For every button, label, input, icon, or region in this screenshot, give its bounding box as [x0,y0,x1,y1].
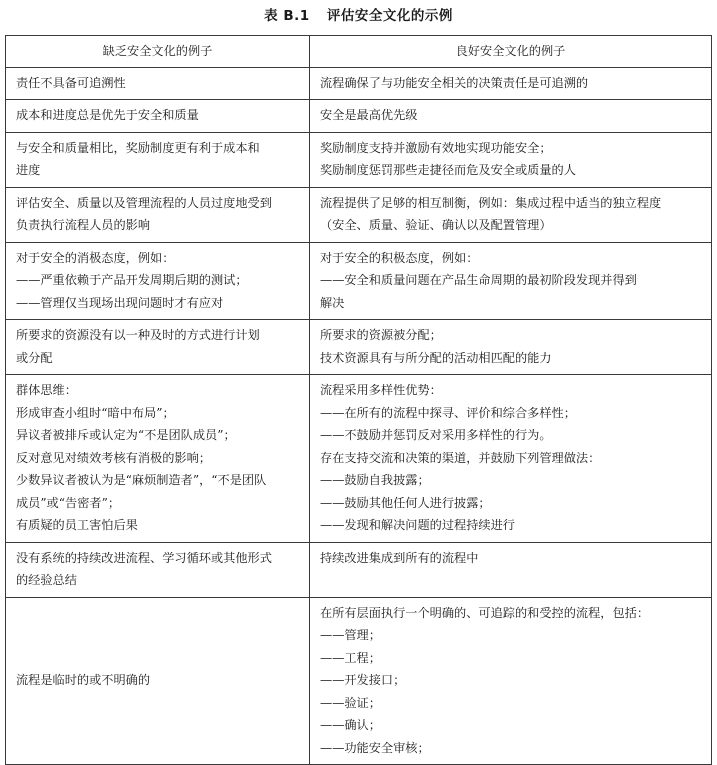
cell-text-line: ——鼓励其他任何人进行披露； [320,495,491,510]
cell-good-example [310,67,712,100]
cell-text-line: 解决 [320,295,345,310]
cell-text-line: 流程确保了与功能安全相关的决策责任是可追溯的 [320,75,589,90]
cell-text-line: ——工程； [320,650,381,665]
cell-lacking-example [6,242,310,320]
table-row [6,100,712,133]
cell-text-line: 存在支持交流和决策的渠道，并鼓励下列管理做法： [320,450,601,465]
cell-text-line: ——鼓励自我披露； [320,473,430,487]
cell-text-line: ——确认； [320,718,381,732]
cell-text-line: 流程提供了足够的相互制衡，例如：集成过程中适当的独立程度 [320,195,662,210]
cell-text-line: 持续改进集成到所有的流程中 [320,550,479,565]
cell-text-line: 或分配 [16,350,53,365]
cell-good-example [310,542,712,597]
cell-text-line: 负责执行流程人员的影响 [16,218,151,232]
table-row [6,187,712,242]
cell-text-line: 评估安全、质量以及管理流程的人员过度地受到 [16,195,272,210]
cell-text-line: 与安全和质量相比，奖励制度更有利于成本和 [16,140,260,155]
cell-text-line: ——严重依赖于产品开发周期后期的测试； [16,273,248,287]
cell-lacking-example [6,597,310,765]
cell-text-line: 在所有层面执行一个明确的、可追踪的和受控的流程，包括： [320,605,650,620]
cell-text-line: ——安全和质量问题在产品生命周期的最初阶段发现并得到 [320,273,637,287]
cell-text-line: 形成审查小组时“暗中布局”； [16,405,175,420]
cell-text-line: 群体思维： [16,383,77,397]
table-row [6,242,712,320]
header-lacking: 缺乏安全文化的例子 [6,36,310,68]
safety-culture-table [5,35,712,765]
cell-good-example [310,375,712,543]
cell-text-line: 所要求的资源没有以一种及时的方式进行计划 [16,328,260,342]
table-body [6,67,712,765]
cell-good-example [310,320,712,375]
cell-text-line: ——发现和解决问题的过程持续进行 [320,518,515,532]
cell-text-line: 奖励制度支持并激励有效地实现功能安全； [320,140,552,155]
cell-text-line: 成本和进度总是优先于安全和质量 [16,108,199,122]
cell-text-line: 没有系统的持续改进流程、学习循环或其他形式 [16,550,272,565]
header-row [6,36,712,68]
cell-text-line: 对于安全的消极态度，例如： [16,250,175,265]
cell-text-line: ——功能安全审核； [320,740,430,755]
table-title [0,4,717,24]
cell-text-line: ——管理仅当现场出现问题时才有应对 [16,295,224,310]
cell-text-line: 责任不具备可追溯性 [16,75,126,90]
table-row [6,375,712,543]
cell-lacking-example [6,375,310,543]
cell-good-example [310,597,712,765]
table-row [6,597,712,765]
cell-text-line: 流程是临时的或不明确的 [16,673,151,687]
cell-lacking-example [6,100,310,133]
cell-good-example [310,187,712,242]
cell-lacking-example [6,132,310,187]
cell-text-line: 流程采用多样性优势： [320,383,442,397]
cell-text-line: ——在所有的流程中探寻、评价和综合多样性； [320,405,576,420]
table-number: 表 B.1 [264,8,310,24]
table-row [6,132,712,187]
table-row [6,67,712,100]
cell-lacking-example [6,67,310,100]
cell-lacking-example [6,187,310,242]
cell-text-line: ——验证； [320,695,381,710]
cell-text-line: 所要求的资源被分配； [320,328,442,342]
cell-text-line: 技术资源具有与所分配的活动相匹配的能力 [320,350,552,365]
cell-text-line: 的经验总结 [16,573,77,587]
table-row [6,542,712,597]
cell-text-line: 安全是最高优先级 [320,108,418,122]
cell-text-line: （安全、质量、验证、确认以及配置管理） [320,218,552,232]
cell-text-line: 有质疑的员工害怕后果 [16,518,138,532]
cell-text-line: 奖励制度惩罚那些走捷径而危及安全或质量的人 [320,163,576,177]
cell-text-line: ——不鼓励并惩罚反对采用多样性的行为。 [320,428,552,442]
cell-text-line: 成员”或“告密者”； [16,495,121,510]
cell-good-example [310,242,712,320]
cell-lacking-example [6,542,310,597]
table-row [6,320,712,375]
cell-text-line: ——开发接口； [320,673,406,687]
cell-text-line: 对于安全的积极态度，例如： [320,250,479,265]
cell-text-line: 异议者被排斥或认定为“不是团队成员”； [16,428,236,442]
header-good: 良好安全文化的例子 [310,36,712,68]
cell-good-example [310,132,712,187]
table-caption: 评估安全文化的示例 [326,8,453,24]
cell-text-line: 进度 [16,163,41,177]
cell-text-line: ——管理； [320,628,381,642]
cell-text-line: 反对意见对绩效考核有消极的影响； [16,450,211,465]
cell-lacking-example [6,320,310,375]
cell-text-line: 少数异议者被认为是“麻烦制造者”，“不是团队 [16,473,267,487]
cell-good-example [310,100,712,133]
